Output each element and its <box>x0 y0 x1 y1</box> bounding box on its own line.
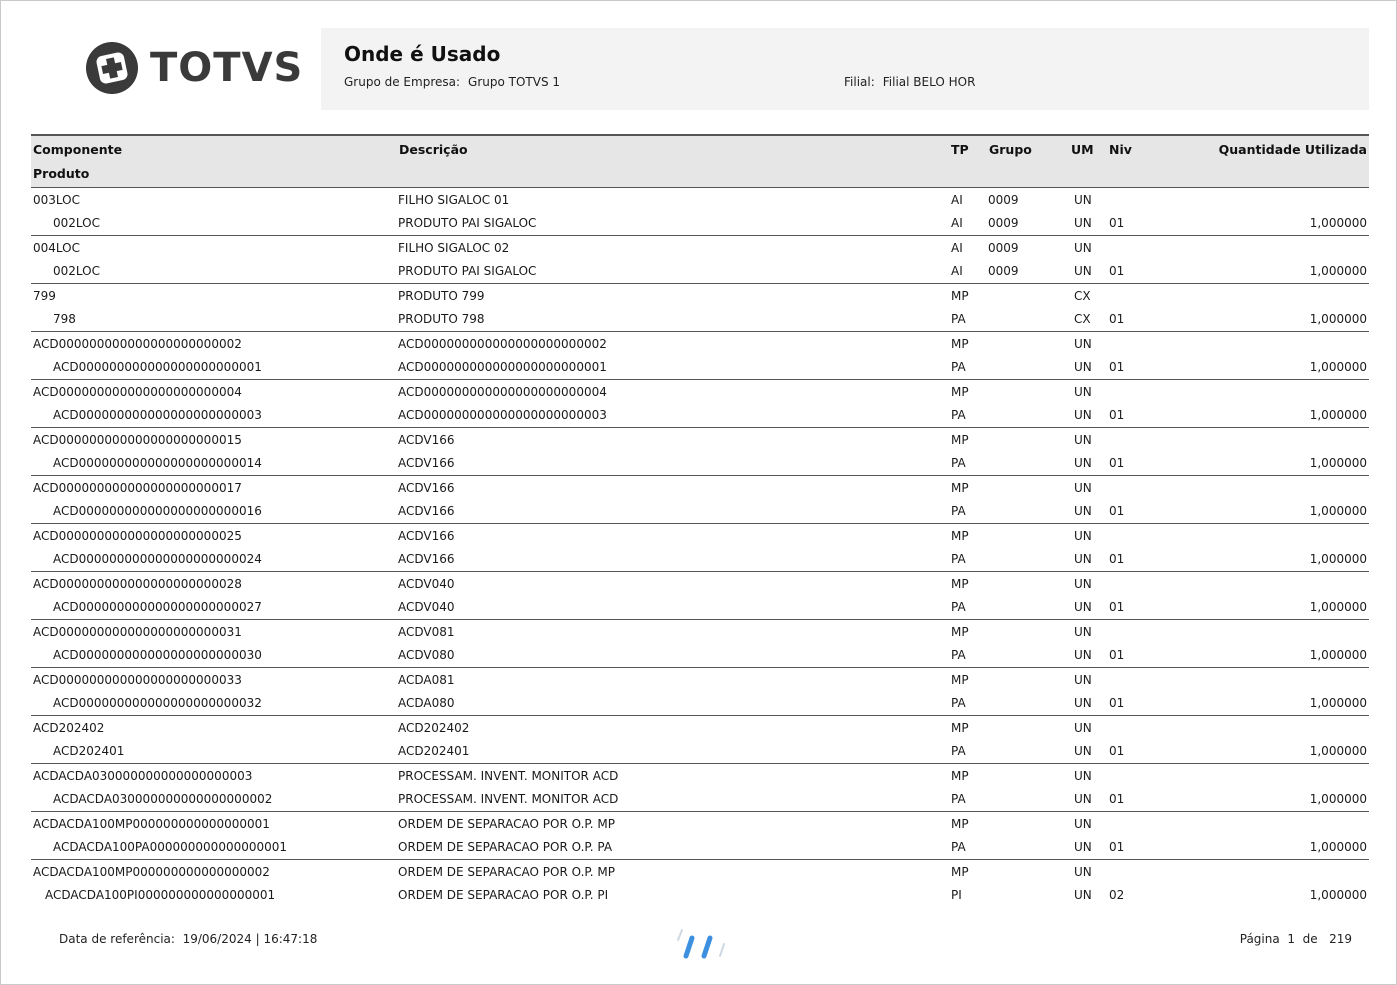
product-row-unit: CX <box>1074 312 1091 326</box>
product-row-level: 01 <box>1109 600 1125 614</box>
component-row-type: MP <box>951 769 969 783</box>
product-row-type: PA <box>951 648 966 662</box>
component-row <box>31 669 1369 692</box>
component-row-code: 799 <box>33 289 56 303</box>
product-row-type: PA <box>951 456 966 470</box>
product-row-unit: UN <box>1074 792 1092 806</box>
component-row-code: 004LOC <box>33 241 80 255</box>
product-row <box>31 308 1369 331</box>
component-row <box>31 189 1369 212</box>
product-row-description: ACDV166 <box>398 456 455 470</box>
product-row-code: ACD000000000000000000000001 <box>53 360 262 374</box>
column-header-niv: Niv <box>1109 142 1132 157</box>
product-row-quantity: 1,000000 <box>1309 456 1367 470</box>
column-header-um: UM <box>1071 142 1094 157</box>
product-row-type: AI <box>951 264 963 278</box>
component-row <box>31 621 1369 644</box>
reference-time-value: 16:47:18 <box>263 932 318 946</box>
product-row-level: 01 <box>1109 648 1125 662</box>
product-row-type: PA <box>951 360 966 374</box>
product-row-description: PRODUTO PAI SIGALOC <box>398 264 537 278</box>
totvs-logo-icon <box>84 40 140 96</box>
table-row-group <box>31 428 1369 476</box>
component-row-unit: UN <box>1074 433 1092 447</box>
product-row-level: 01 <box>1109 216 1125 230</box>
product-row-code: 002LOC <box>53 216 100 230</box>
product-row-description: ACDV166 <box>398 504 455 518</box>
product-row-code: ACD000000000000000000000024 <box>53 552 262 566</box>
page-current: 1 <box>1287 932 1295 946</box>
product-row-description: PRODUTO PAI SIGALOC <box>398 216 537 230</box>
component-row <box>31 333 1369 356</box>
product-row <box>31 740 1369 763</box>
totvs-logo <box>84 40 303 96</box>
component-row-type: AI <box>951 193 963 207</box>
table-row-group <box>31 380 1369 428</box>
column-header-tp: TP <box>951 142 969 157</box>
product-row <box>31 500 1369 523</box>
product-row-description: ACD000000000000000000000001 <box>398 360 607 374</box>
product-row-type: AI <box>951 216 963 230</box>
product-row-type: PA <box>951 792 966 806</box>
product-row <box>31 836 1369 859</box>
product-row-quantity: 1,000000 <box>1309 744 1367 758</box>
product-row-code: ACDACDA100PA000000000000000001 <box>53 840 288 854</box>
table-row-group <box>31 524 1369 572</box>
product-row-description: ACD202401 <box>398 744 470 758</box>
product-row-description: ACDA080 <box>398 696 455 710</box>
product-row-unit: UN <box>1074 888 1092 902</box>
component-row-description: PRODUTO 799 <box>398 289 485 303</box>
component-row-description: ACDV166 <box>398 481 455 495</box>
report-header <box>321 28 1369 110</box>
product-row-quantity: 1,000000 <box>1309 504 1367 518</box>
component-row-unit: UN <box>1074 241 1092 255</box>
empresa-value: Grupo TOTVS 1 <box>468 75 561 89</box>
component-row-description: ACD000000000000000000000002 <box>398 337 607 351</box>
product-row-quantity: 1,000000 <box>1309 216 1367 230</box>
product-row-level: 01 <box>1109 360 1125 374</box>
component-row-type: MP <box>951 865 969 879</box>
component-row <box>31 861 1369 884</box>
component-row-code: ACD000000000000000000000004 <box>33 385 242 399</box>
empresa-info <box>344 75 560 89</box>
product-row-description: ORDEM DE SEPARACAO POR O.P. PI <box>398 888 609 902</box>
reference-separator: | <box>255 932 260 946</box>
product-row-quantity: 1,000000 <box>1309 840 1367 854</box>
table-row-group <box>31 764 1369 812</box>
component-row <box>31 237 1369 260</box>
component-row-type: MP <box>951 817 969 831</box>
page-total: 219 <box>1329 932 1352 946</box>
product-row <box>31 884 1369 907</box>
component-row-unit: UN <box>1074 193 1092 207</box>
product-row-description: ORDEM DE SEPARACAO POR O.P. PA <box>398 840 613 854</box>
table-row-group <box>31 332 1369 380</box>
component-row <box>31 381 1369 404</box>
component-row-unit: UN <box>1074 721 1092 735</box>
product-row-level: 01 <box>1109 696 1125 710</box>
table-header <box>31 134 1369 188</box>
component-row-code: ACD000000000000000000000031 <box>33 625 242 639</box>
table-row-group <box>31 812 1369 860</box>
component-row <box>31 765 1369 788</box>
product-row-type: PA <box>951 600 966 614</box>
component-row-type: MP <box>951 577 969 591</box>
product-row-type: PA <box>951 312 966 326</box>
product-row <box>31 788 1369 811</box>
component-row <box>31 429 1369 452</box>
column-header-grupo: Grupo <box>989 142 1032 157</box>
component-row-description: ORDEM DE SEPARACAO POR O.P. MP <box>398 817 615 831</box>
page-indicator <box>1240 932 1352 946</box>
product-row-unit: UN <box>1074 744 1092 758</box>
product-row <box>31 452 1369 475</box>
table-row-group <box>31 476 1369 524</box>
reference-date <box>59 932 317 946</box>
product-row <box>31 212 1369 235</box>
product-row-type: PI <box>951 888 962 902</box>
component-row-description: ACDV081 <box>398 625 455 639</box>
product-row-group: 0009 <box>988 216 1019 230</box>
product-row-code: ACDACDA100PI000000000000000001 <box>45 888 276 902</box>
component-row-code: ACD000000000000000000000015 <box>33 433 242 447</box>
component-row-type: MP <box>951 385 969 399</box>
component-row-type: MP <box>951 721 969 735</box>
product-row-unit: UN <box>1074 600 1092 614</box>
component-row-type: MP <box>951 529 969 543</box>
component-row-description: ACD000000000000000000000004 <box>398 385 607 399</box>
component-row-description: PROCESSAM. INVENT. MONITOR ACD <box>398 769 619 783</box>
product-row-unit: UN <box>1074 216 1092 230</box>
table-row-group <box>31 572 1369 620</box>
component-row-type: MP <box>951 673 969 687</box>
component-row-unit: UN <box>1074 385 1092 399</box>
product-row-quantity: 1,000000 <box>1309 888 1367 902</box>
component-row-description: FILHO SIGALOC 01 <box>398 193 510 207</box>
product-row-type: PA <box>951 504 966 518</box>
product-row-level: 02 <box>1109 888 1125 902</box>
component-row-description: ACDV166 <box>398 433 455 447</box>
page-of: de <box>1302 932 1318 946</box>
product-row <box>31 404 1369 427</box>
product-row-quantity: 1,000000 <box>1309 552 1367 566</box>
component-row-unit: UN <box>1074 481 1092 495</box>
filial-value: Filial BELO HOR <box>882 75 976 89</box>
product-row-code: ACD202401 <box>53 744 125 758</box>
component-row-description: ACD202402 <box>398 721 470 735</box>
component-row-unit: UN <box>1074 817 1092 831</box>
component-row-code: ACDACDA030000000000000000003 <box>33 769 253 783</box>
component-row <box>31 477 1369 500</box>
component-row-type: MP <box>951 433 969 447</box>
product-row-unit: UN <box>1074 504 1092 518</box>
product-row-quantity: 1,000000 <box>1309 264 1367 278</box>
column-header-produto: Produto <box>33 166 90 181</box>
usage-table <box>31 134 1369 907</box>
component-row-code: ACD000000000000000000000033 <box>33 673 242 687</box>
brand-mark-icon <box>676 922 728 964</box>
product-row-level: 01 <box>1109 552 1125 566</box>
table-row-group <box>31 620 1369 668</box>
product-row-unit: UN <box>1074 552 1092 566</box>
filial-info <box>844 75 975 89</box>
product-row-code: ACD000000000000000000000030 <box>53 648 262 662</box>
component-row-code: 003LOC <box>33 193 80 207</box>
component-row <box>31 573 1369 596</box>
product-row <box>31 596 1369 619</box>
component-row-unit: UN <box>1074 865 1092 879</box>
product-row <box>31 548 1369 571</box>
component-row-code: ACDACDA100MP000000000000000002 <box>33 865 270 879</box>
table-body <box>31 188 1369 907</box>
product-row-type: PA <box>951 408 966 422</box>
product-row-code: 002LOC <box>53 264 100 278</box>
component-row-type: MP <box>951 481 969 495</box>
component-row-unit: UN <box>1074 769 1092 783</box>
product-row <box>31 356 1369 379</box>
table-row-group <box>31 284 1369 332</box>
component-row-group: 0009 <box>988 193 1019 207</box>
report-title: Onde é Usado <box>344 42 501 66</box>
component-row <box>31 813 1369 836</box>
filial-label: Filial: <box>844 75 875 89</box>
reference-date-label: Data de referência: <box>59 932 175 946</box>
product-row-description: ACDV080 <box>398 648 455 662</box>
product-row-quantity: 1,000000 <box>1309 600 1367 614</box>
component-row-description: ACDA081 <box>398 673 455 687</box>
product-row-quantity: 1,000000 <box>1309 360 1367 374</box>
product-row <box>31 644 1369 667</box>
component-row-description: ORDEM DE SEPARACAO POR O.P. MP <box>398 865 615 879</box>
product-row-code: ACD000000000000000000000027 <box>53 600 262 614</box>
product-row-code: ACD000000000000000000000003 <box>53 408 262 422</box>
product-row-level: 01 <box>1109 264 1125 278</box>
table-row-group <box>31 716 1369 764</box>
component-row-type: MP <box>951 289 969 303</box>
column-header-componente: Componente <box>33 142 123 157</box>
product-row-code: ACDACDA030000000000000000002 <box>53 792 273 806</box>
product-row-quantity: 1,000000 <box>1309 312 1367 326</box>
table-row-group <box>31 668 1369 716</box>
component-row-unit: UN <box>1074 337 1092 351</box>
component-row <box>31 525 1369 548</box>
product-row-code: ACD000000000000000000000032 <box>53 696 262 710</box>
product-row <box>31 692 1369 715</box>
product-row-description: PRODUTO 798 <box>398 312 485 326</box>
product-row-code: ACD000000000000000000000016 <box>53 504 262 518</box>
product-row-level: 01 <box>1109 504 1125 518</box>
component-row <box>31 285 1369 308</box>
component-row-unit: UN <box>1074 673 1092 687</box>
product-row-level: 01 <box>1109 744 1125 758</box>
product-row-group: 0009 <box>988 264 1019 278</box>
component-row-type: AI <box>951 241 963 255</box>
table-row-group <box>31 236 1369 284</box>
product-row-unit: UN <box>1074 264 1092 278</box>
product-row-type: PA <box>951 840 966 854</box>
component-row <box>31 717 1369 740</box>
component-row-description: ACDV166 <box>398 529 455 543</box>
component-row-description: FILHO SIGALOC 02 <box>398 241 510 255</box>
product-row-level: 01 <box>1109 312 1125 326</box>
empresa-label: Grupo de Empresa: <box>344 75 461 89</box>
product-row-code: ACD000000000000000000000014 <box>53 456 262 470</box>
product-row-unit: UN <box>1074 648 1092 662</box>
component-row-code: ACD000000000000000000000002 <box>33 337 242 351</box>
component-row-type: MP <box>951 625 969 639</box>
product-row-unit: UN <box>1074 696 1092 710</box>
component-row-unit: CX <box>1074 289 1091 303</box>
product-row-quantity: 1,000000 <box>1309 792 1367 806</box>
product-row-type: PA <box>951 552 966 566</box>
product-row-type: PA <box>951 696 966 710</box>
product-row-level: 01 <box>1109 792 1125 806</box>
product-row-level: 01 <box>1109 840 1125 854</box>
component-row-unit: UN <box>1074 577 1092 591</box>
product-row-unit: UN <box>1074 360 1092 374</box>
component-row-unit: UN <box>1074 529 1092 543</box>
component-row-description: ACDV040 <box>398 577 455 591</box>
component-row-code: ACD000000000000000000000025 <box>33 529 242 543</box>
table-row-group <box>31 860 1369 907</box>
component-row-group: 0009 <box>988 241 1019 255</box>
logo-text: TOTVS <box>150 45 304 91</box>
component-row-code: ACD000000000000000000000017 <box>33 481 242 495</box>
table-row-group <box>31 188 1369 236</box>
component-row-code: ACDACDA100MP000000000000000001 <box>33 817 270 831</box>
product-row-description: PROCESSAM. INVENT. MONITOR ACD <box>398 792 619 806</box>
product-row-quantity: 1,000000 <box>1309 696 1367 710</box>
product-row-level: 01 <box>1109 456 1125 470</box>
product-row-quantity: 1,000000 <box>1309 648 1367 662</box>
component-row-code: ACD202402 <box>33 721 105 735</box>
product-row-unit: UN <box>1074 456 1092 470</box>
product-row-description: ACDV040 <box>398 600 455 614</box>
product-row-level: 01 <box>1109 408 1125 422</box>
product-row-type: PA <box>951 744 966 758</box>
product-row-description: ACD000000000000000000000003 <box>398 408 607 422</box>
product-row-description: ACDV166 <box>398 552 455 566</box>
product-row-unit: UN <box>1074 840 1092 854</box>
component-row-unit: UN <box>1074 625 1092 639</box>
product-row <box>31 260 1369 283</box>
product-row-unit: UN <box>1074 408 1092 422</box>
product-row-quantity: 1,000000 <box>1309 408 1367 422</box>
product-row-code: 798 <box>53 312 76 326</box>
component-row-type: MP <box>951 337 969 351</box>
page-label: Página <box>1239 932 1280 946</box>
column-header-descricao: Descrição <box>399 142 468 157</box>
component-row-code: ACD000000000000000000000028 <box>33 577 242 591</box>
reference-date-value: 19/06/2024 <box>182 932 252 946</box>
column-header-quantidade: Quantidade Utilizada <box>1218 142 1367 157</box>
